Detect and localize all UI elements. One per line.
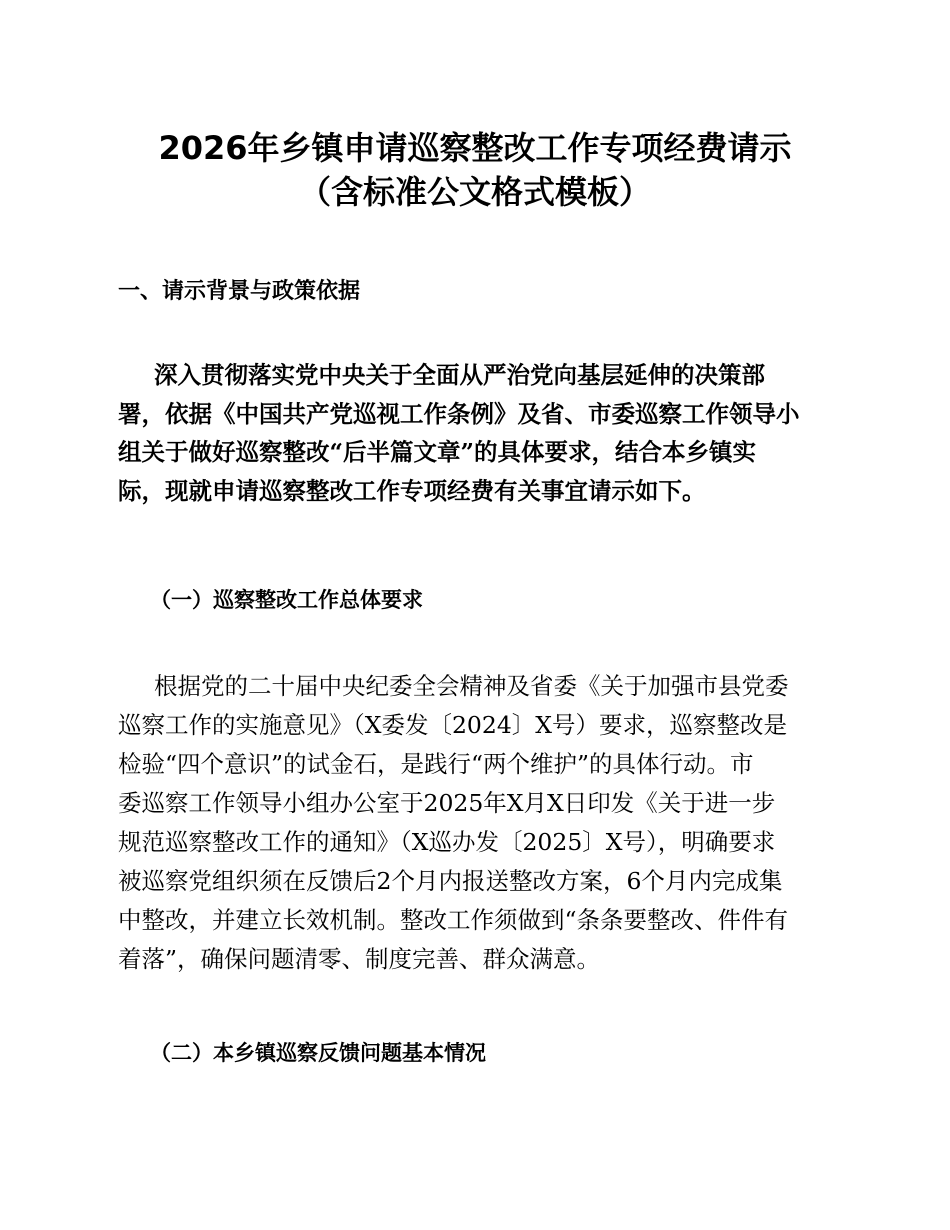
section-1-paragraph [118, 356, 838, 510]
document-title-line-2: （含标准公文格式模板） [298, 173, 651, 211]
paragraph-line: 际，现就申请巡察整改工作专项经费有关事宜请示如下。 [118, 476, 706, 505]
paragraph-line: 根据党的二十届中央纪委全会精神及省委《关于加强市县党委 [154, 672, 789, 700]
paragraph-line: 规范巡察整改工作的通知》（X巡办发〔2025〕X号），明确要求 [118, 828, 776, 856]
paragraph-line: 深入贯彻落实党中央关于全面从严治党向基层延伸的决策部 [154, 361, 765, 389]
paragraph-line: 着落”，确保问题清零、制度完善、群众满意。 [118, 945, 601, 973]
paragraph-line: 巡察工作的实施意见》（X委发〔2024〕X号）要求，巡察整改是 [118, 711, 788, 739]
paragraph-line: 组关于做好巡察整改“后半篇文章”的具体要求，结合本乡镇实 [118, 438, 757, 466]
subsection-2-heading: （二）本乡镇巡察反馈问题基本情况 [150, 1040, 486, 1065]
section-1-heading: 一、请示背景与政策依据 [118, 279, 361, 304]
paragraph-line: 被巡察党组织须在反馈后2个月内报送整改方案，6个月内完成集 [118, 867, 783, 895]
paragraph-line: 检验“四个意识”的试金石，是践行“两个维护”的具体行动。市 [118, 750, 754, 778]
paragraph-line: 署，依据《中国共产党巡视工作条例》及省、市委巡察工作领导小 [118, 399, 800, 428]
paragraph-line: 中整改，并建立长效机制。整改工作须做到“条条要整改、件件有 [118, 906, 789, 934]
subsection-1-paragraph [118, 667, 838, 979]
paragraph-line: 委巡察工作领导小组办公室于2025年X月X日印发《关于进一步 [118, 789, 776, 817]
document-title-line-1: 2026年乡镇申请巡察整改工作专项经费请示 [158, 129, 792, 167]
subsection-1-heading: （一）巡察整改工作总体要求 [150, 587, 423, 612]
